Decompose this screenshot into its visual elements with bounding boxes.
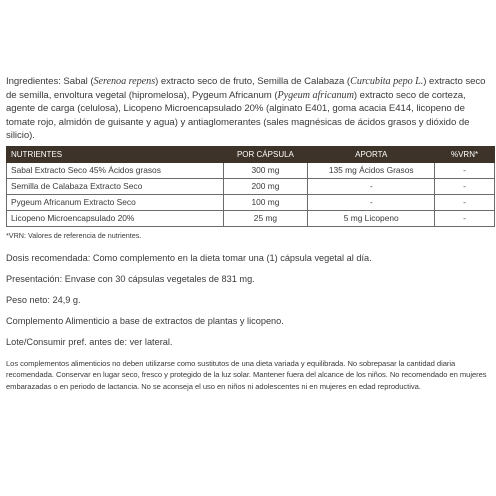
header-nutrientes: NUTRIENTES <box>7 146 224 162</box>
ingredients-segment: ) extracto seco de semilla, envoltura vegetal (hipromelosa), Pygeum Africanum ( <box>6 76 486 101</box>
lote-text: Lote/Consumir pref. antes de: ver lateral. <box>6 336 173 347</box>
peso-text: Peso neto: 24,9 g. <box>6 294 81 305</box>
per-capsule: 100 mg <box>223 194 308 210</box>
per-capsule: 200 mg <box>223 178 308 194</box>
presentacion-text: Presentación: Envase con 30 cápsulas vegetales de 831 mg. <box>6 273 255 284</box>
vrn-value: - <box>435 194 495 210</box>
nutrient-name: Sabal Extracto Seco 45% Ácidos grasos <box>7 162 224 178</box>
provides: 5 mg Licopeno <box>308 210 435 226</box>
per-capsule: 25 mg <box>223 210 308 226</box>
header-por-capsula: POR CÁPSULA <box>223 146 308 162</box>
ingredients-latin-name: Curcubita pepo L. <box>350 76 424 87</box>
provides: - <box>308 178 435 194</box>
ingredients-segment: ) extracto seco de fruto, Semilla de Calabaza ( <box>155 76 351 87</box>
nutrient-name: Pygeum Africanum Extracto Seco <box>7 194 224 210</box>
nutrient-name: Licopeno Microencapsulado 20% <box>7 210 224 226</box>
vrn-footnote: *VRN: Valores de referencia de nutrientes. <box>6 230 142 240</box>
vrn-value: - <box>435 210 495 226</box>
warning-text: Los complementos alimenticios no deben utilizarse como sustitutos de una dieta variada y equilibrada. No sobrepasar la cantidad diaria recomendada. Conservar en lugar seco, fresco y protegido de la luz solar. Mantener fuera del alcance de los niños. No recomendado en mujeres embarazadas o en periodo de lactancia. No se aconseja el uso en niños ni adolescentes ni en mujeres en edad reproductiva. <box>6 358 487 391</box>
table-row <box>7 194 495 210</box>
vrn-value: - <box>435 162 495 178</box>
provides: - <box>308 194 435 210</box>
ingredients-segment: Ingredientes: Sabal ( <box>6 76 94 87</box>
nutrition-table <box>6 146 495 227</box>
ingredients-text <box>6 75 490 143</box>
nutrient-name: Semilla de Calabaza Extracto Seco <box>7 178 224 194</box>
ingredients-latin-name: Pygeum africanum <box>277 89 354 101</box>
header-vrn: %VRN* <box>435 146 495 162</box>
dosis-text: Dosis recomendada: Como complemento en la dieta tomar una (1) cápsula vegetal al día. <box>6 252 372 263</box>
ingredients-segment: ) extracto seco de corteza, agente de carga (celulosa), Licopeno Microencapsulado 20% (alginato E401, goma acacia E414, licopeno de tomate rojo, almidón de guisante y agua) y antiaglomerantes (sales magnésicas de ácidos grasos y dióxido de silicio). <box>6 89 470 142</box>
header-aporta: APORTA <box>308 146 435 162</box>
table-row <box>7 178 495 194</box>
vrn-value: - <box>435 178 495 194</box>
table-row <box>7 210 495 226</box>
ingredients-latin-name: Serenoa repens <box>93 76 156 87</box>
table-header-row <box>7 146 495 162</box>
table-row <box>7 162 495 178</box>
label-document <box>6 75 490 392</box>
provides: 135 mg Ácidos Grasos <box>308 162 435 178</box>
complemento-text: Complemento Alimenticio a base de extractos de plantas y licopeno. <box>6 315 284 326</box>
per-capsule: 300 mg <box>223 162 308 178</box>
